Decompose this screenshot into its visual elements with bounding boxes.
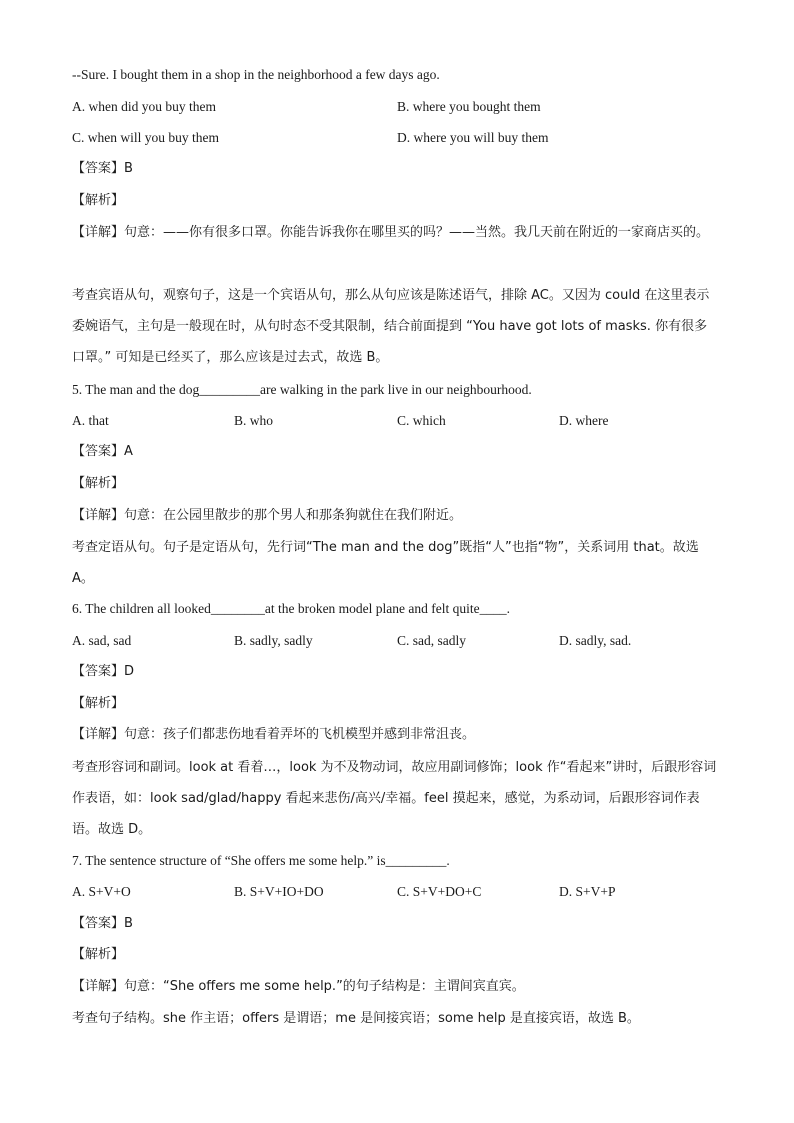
q6-option-d: D. sadly, sad. [559,633,632,648]
q7-question: 7. The sentence structure of “She offers me some help.” is_________. [72,853,450,868]
q5-answer: 【答案】A [72,444,133,459]
q5-option-c: C. which [397,413,446,428]
q5-detail: 【详解】句意：在公园里散步的那个男人和那条狗就住在我们附近。 [72,508,463,523]
q7-explanation: 考查句子结构。she 作主语；offers 是谓语；me 是间接宾语；some help 是直接宾语，故选 B。 [72,1011,640,1026]
q7-option-a: A. S+V+O [72,884,131,899]
q5-analysis-label: 【解析】 [72,476,125,491]
q7-option-c: C. S+V+DO+C [397,884,482,899]
q5-option-d: D. where [559,413,609,428]
q6-detail: 【详解】句意：孩子们都悲伤地看着弄坏的飞机模型并感到非常沮丧。 [72,727,476,742]
q4-response: --Sure. I bought them in a shop in the neighborhood a few days ago. [72,67,440,82]
q6-explanation: 考查形容词和副词。look at 看着…，look 为不及物动词，故应用副词修饰；look 作“看起来”讲时，后跟形容词作表语，如：look sad/glad/happy 看起来悲伤/高兴/幸福。feel 摸起来，感觉，为系动词，后跟形容词作表语。故选 D。 [72,760,717,837]
q5-option-a: A. that [72,413,109,428]
q6-option-c: C. sad, sadly [397,633,466,648]
q7-option-b: B. S+V+IO+DO [234,884,324,899]
q4-detail: 【详解】句意：——你有很多口罩。你能告诉我你在哪里买的吗？——当然。我几天前在附近的一家商店买的。 [72,225,710,240]
q7-analysis-label: 【解析】 [72,947,125,962]
q5-question: 5. The man and the dog_________are walking in the park live in our neighbourhood. [72,382,532,397]
q4-option-d: D. where you will buy them [397,130,549,145]
q4-answer: 【答案】B [72,161,133,176]
q7-answer: 【答案】B [72,916,133,931]
q4-option-a: A. when did you buy them [72,99,216,114]
q7-detail: 【详解】句意：“She offers me some help.”的句子结构是：主谓间宾直宾。 [72,979,525,994]
q6-analysis-label: 【解析】 [72,696,125,711]
q4-option-b: B. where you bought them [397,99,541,114]
q6-answer: 【答案】D [72,664,135,679]
q6-option-a: A. sad, sad [72,633,132,648]
q4-analysis-label: 【解析】 [72,193,125,208]
q6-option-b: B. sadly, sadly [234,633,313,648]
q7-option-d: D. S+V+P [559,884,616,899]
q5-explanation: 考查定语从句。句子是定语从句，先行词“The man and the dog”既指“人”也指“物”，关系词用 that。故选 A。 [72,540,699,586]
q4-explanation: 考查宾语从句，观察句子，这是一个宾语从句，那么从句应该是陈述语气，排除 AC。又因为 could 在这里表示委婉语气，主句是一般现在时，从句时态不受其限制，结合前面提到 “You have got lots of masks. 你有很多口罩。” 可知是已经买了，那么应该是过去式，故选 B。 [72,288,710,365]
q6-question: 6. The children all looked________at the broken model plane and felt quite____. [72,601,511,616]
q4-option-c: C. when will you buy them [72,130,219,145]
q5-option-b: B. who [234,413,274,428]
